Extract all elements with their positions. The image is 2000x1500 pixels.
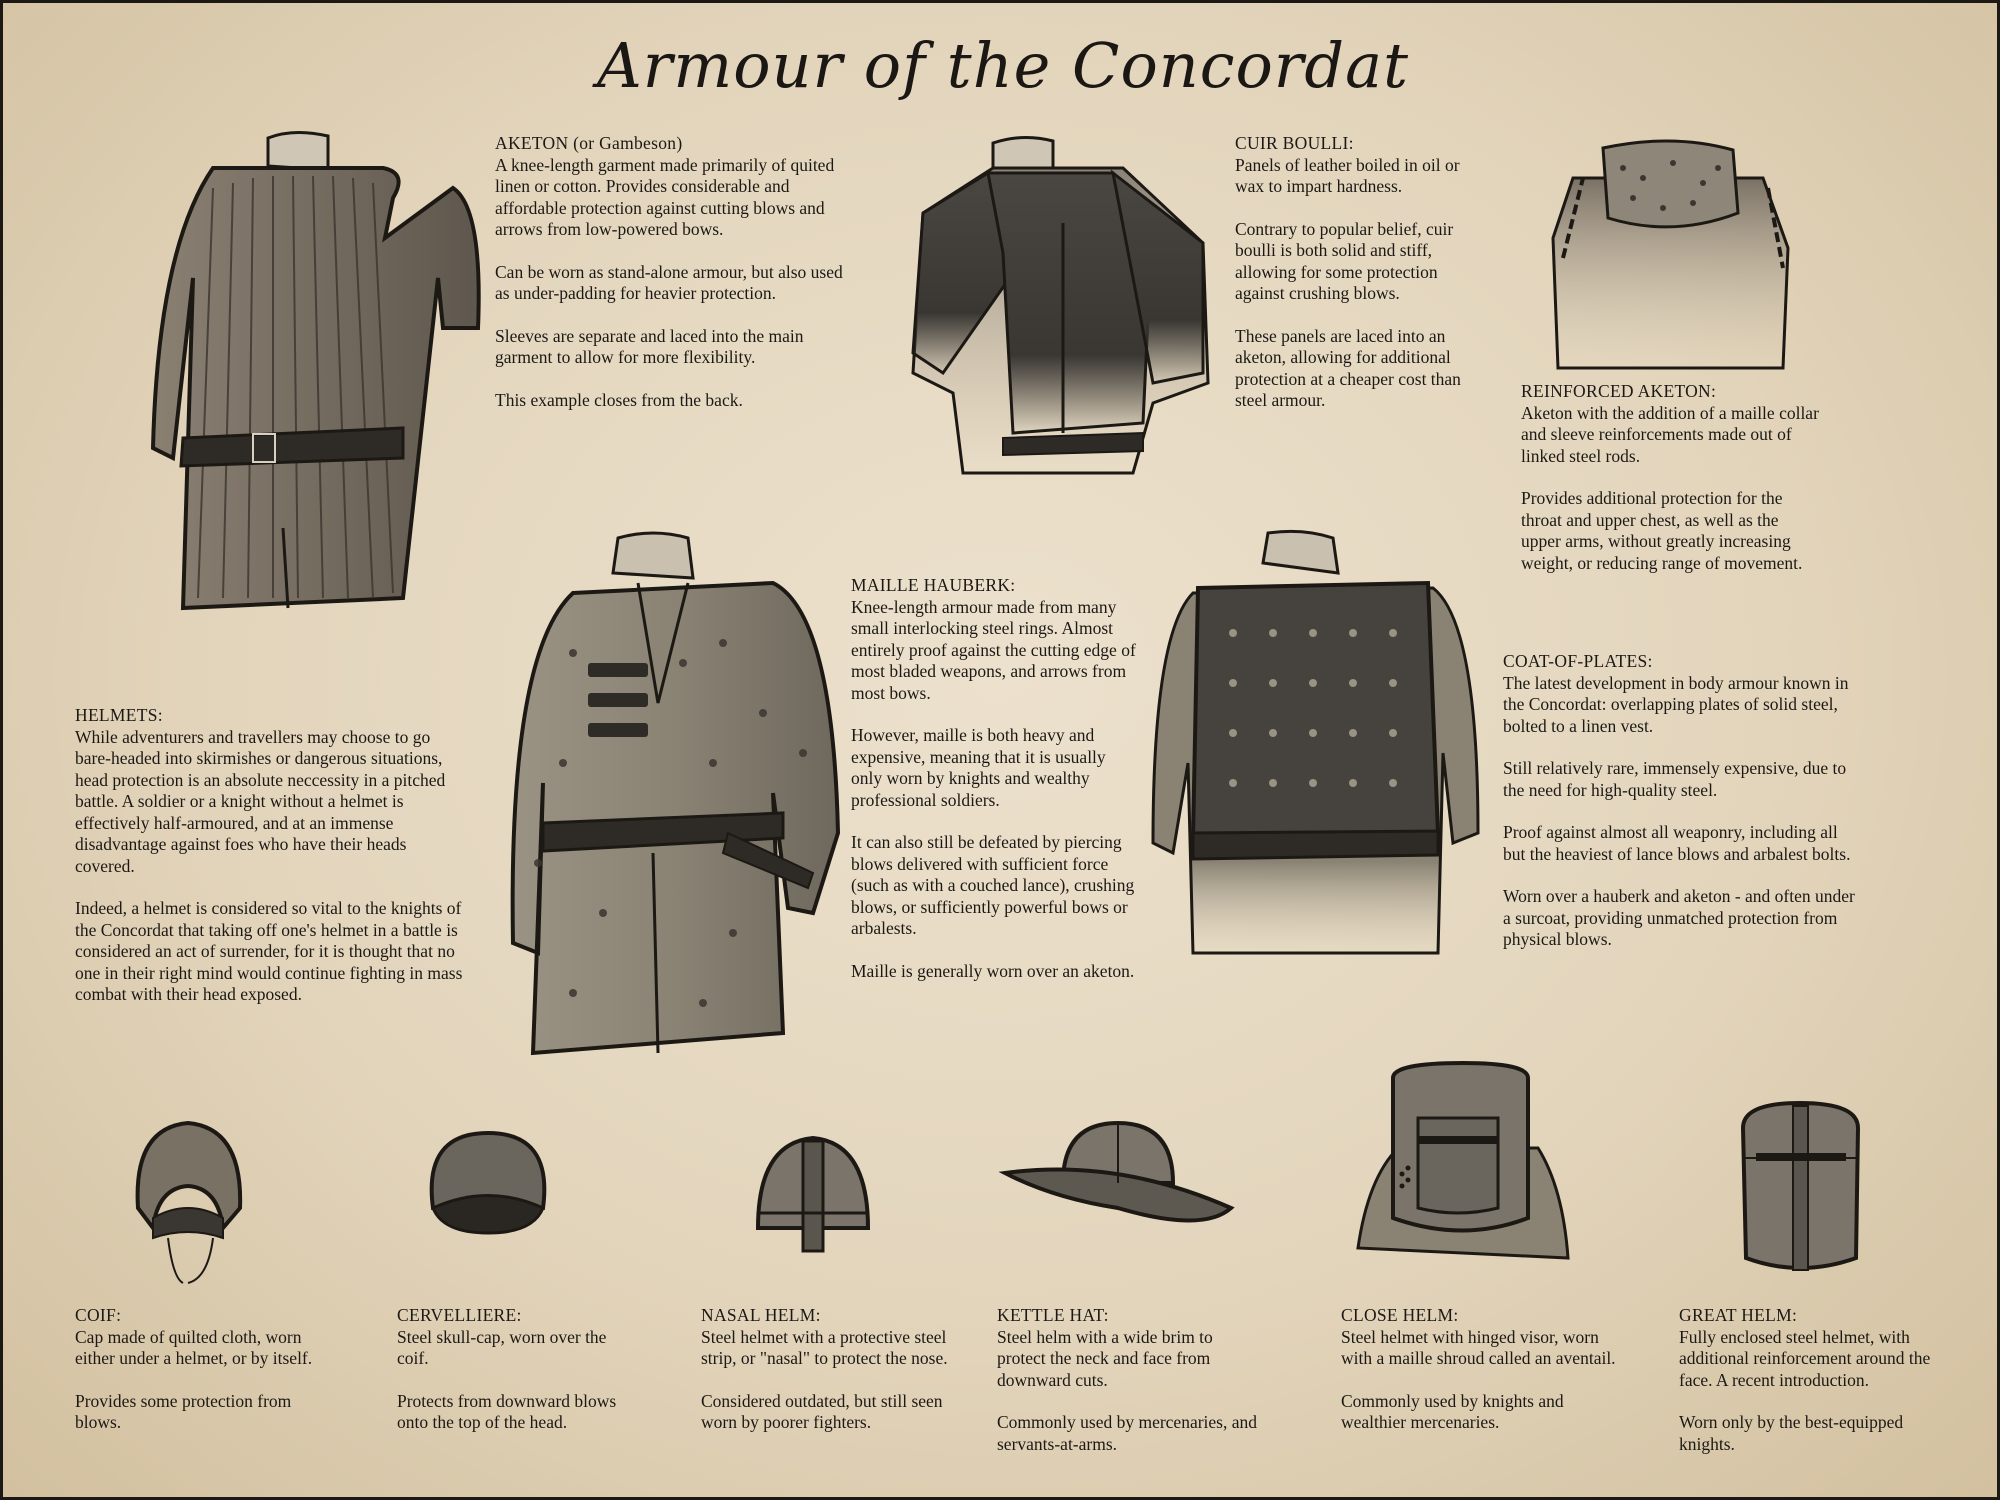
close-helm-heading: CLOSE HELM: (1341, 1305, 1459, 1325)
reinforced-aketon-paragraph: Aketon with the addition of a maille collar and sleeve reinforcements made out of linked steel rods. (1521, 402, 1819, 466)
coat-of-plates-paragraph: The latest development in body armour known in the Concordat: overlapping plates of solid steel, bolted to a linen vest. (1503, 672, 1849, 736)
great-helm-paragraph: Fully enclosed steel helmet, with additional reinforcement around the face. A recent introduction. (1679, 1326, 1931, 1390)
cuir-boulli-paragraph: Contrary to popular belief, cuir boulli is both solid and stiff, allowing for some protection against crushing blows. (1235, 218, 1454, 303)
coif-paragraph: Cap made of quilted cloth, worn either under a helmet, or by itself. (75, 1326, 313, 1368)
helmets-paragraph: Indeed, a helmet is considered so vital to the knights of the Concordat that taking off one's helmet in a battle is considered an act of surrender, for it is thought that no one in their right mind would continue fighting in mass combat with their head exposed. (75, 898, 463, 1004)
helmets-description (75, 705, 465, 1006)
reinforced-aketon-description (1521, 381, 1821, 574)
aketon-paragraph: This example closes from the back. (495, 389, 743, 410)
kettle-hat-heading: KETTLE HAT: (997, 1305, 1109, 1325)
coat-of-plates-paragraph: Still relatively rare, immensely expensive, due to the need for high-quality steel. (1503, 758, 1847, 800)
cuir-boulli-paragraph: Panels of leather boiled in oil or wax to impart hardness. (1235, 154, 1460, 196)
coat-of-plates-paragraph: Proof against almost all weaponry, including all but the heaviest of lance blows and arbalest bolts. (1503, 822, 1851, 864)
great-helm-paragraph: Worn only by the best-equipped knights. (1679, 1412, 1904, 1454)
coif-illustration (128, 1118, 248, 1288)
close-helm-description (1341, 1305, 1631, 1434)
cervelliere-description (397, 1305, 627, 1434)
cuir-boulli-heading: CUIR BOULLI: (1235, 133, 1354, 153)
maille-hauberk-paragraph: Maille is generally worn over an aketon. (851, 960, 1135, 981)
maille-hauberk-paragraph: It can also still be defeated by piercing blows delivered with sufficient force (such as with a couched lance), crushing blows, or sufficiently powerful bows or arbalests. (851, 832, 1135, 938)
coat-of-plates-paragraph: Worn over a hauberk and aketon - and often under a surcoat, providing unmatched protection from physical blows. (1503, 886, 1855, 949)
coif-description (75, 1305, 315, 1434)
nasal-helm-illustration (748, 1133, 878, 1253)
reinforced-aketon-paragraph: Provides additional protection for the throat and upper chest, as well as the upper arms, without greatly increasing weight, or reducing range of movement. (1521, 488, 1803, 573)
cervelliere-paragraph: Protects from downward blows onto the top of the head. (397, 1390, 617, 1432)
kettle-hat-paragraph: Commonly used by mercenaries, and servants-at-arms. (997, 1412, 1258, 1454)
cervelliere-heading: CERVELLIERE: (397, 1305, 522, 1325)
reinforced-aketon-heading: REINFORCED AKETON: (1521, 381, 1717, 401)
helmets-heading: HELMETS: (75, 705, 163, 725)
helmets-paragraph: While adventurers and travellers may choose to go bare-headed into skirmishes or dangerous situations, head protection is an absolute neccessity in a pitched battle. A soldier or a knight without a helmet is effectively half-armoured, and at an immense disadvantage against foes who have their heads covered. (75, 726, 446, 876)
aketon-paragraph: A knee-length garment made primarily of quited linen or cotton. Provides considerable and affordable protection against cutting blows and arrows from low-powered bows. (495, 154, 835, 239)
maille-hauberk-heading: MAILLE HAUBERK: (851, 575, 1016, 595)
great-helm-description (1679, 1305, 1959, 1455)
coif-paragraph: Provides some protection from blows. (75, 1390, 292, 1432)
kettle-hat-illustration (1003, 1118, 1233, 1233)
coat-of-plates-description (1503, 651, 1863, 951)
aketon-heading: AKETON (or Gambeson) (495, 133, 683, 153)
reinforced-aketon-illustration (1543, 138, 1793, 368)
page-title: Armour of the Concordat (597, 29, 1409, 102)
maille-hauberk-paragraph: Knee-length armour made from many small interlocking steel rings. Almost entirely proof against the cutting edge of most bladed weapons, and arrows from most bows. (851, 596, 1136, 703)
coat-of-plates-heading: COAT-OF-PLATES: (1503, 651, 1653, 671)
great-helm-illustration (1738, 1098, 1863, 1278)
cervelliere-illustration (423, 1128, 553, 1238)
kettle-hat-description (997, 1305, 1262, 1455)
cuir-boulli-description (1235, 133, 1485, 412)
aketon-paragraph: Sleeves are separate and laced into the main garment to allow for more flexibility. (495, 325, 804, 367)
nasal-helm-heading: NASAL HELM: (701, 1305, 821, 1325)
aketon-paragraph: Can be worn as stand-alone armour, but also used as under-padding for heavier protection. (495, 261, 843, 303)
cuir-boulli-illustration (903, 133, 1223, 473)
nasal-helm-paragraph: Steel helmet with a protective steel strip, or "nasal" to protect the nose. (701, 1326, 948, 1368)
nasal-helm-paragraph: Considered outdated, but still seen worn by poorer fighters. (701, 1390, 943, 1432)
close-helm-paragraph: Steel helmet with hinged visor, worn with a maille shroud called an aventail. (1341, 1326, 1616, 1368)
aketon-description (495, 133, 845, 411)
kettle-hat-paragraph: Steel helm with a wide brim to protect the neck and face from downward cuts. (997, 1326, 1213, 1390)
great-helm-heading: GREAT HELM: (1679, 1305, 1798, 1325)
cervelliere-paragraph: Steel skull-cap, worn over the coif. (397, 1326, 607, 1368)
aketon-illustration (153, 128, 493, 618)
maille-hauberk-illustration (513, 533, 853, 1063)
close-helm-illustration (1358, 1058, 1568, 1268)
nasal-helm-description (701, 1305, 961, 1434)
close-helm-paragraph: Commonly used by knights and wealthier mercenaries. (1341, 1390, 1564, 1432)
cuir-boulli-paragraph: These panels are laced into an aketon, allowing for additional protection at a cheaper cost than steel armour. (1235, 325, 1461, 410)
coif-heading: COIF: (75, 1305, 122, 1325)
maille-hauberk-description (851, 575, 1141, 982)
coat-of-plates-illustration (1153, 533, 1483, 953)
maille-hauberk-paragraph: However, maille is both heavy and expensive, meaning that it is usually only worn by knights and wealthy professional soldiers. (851, 725, 1106, 810)
